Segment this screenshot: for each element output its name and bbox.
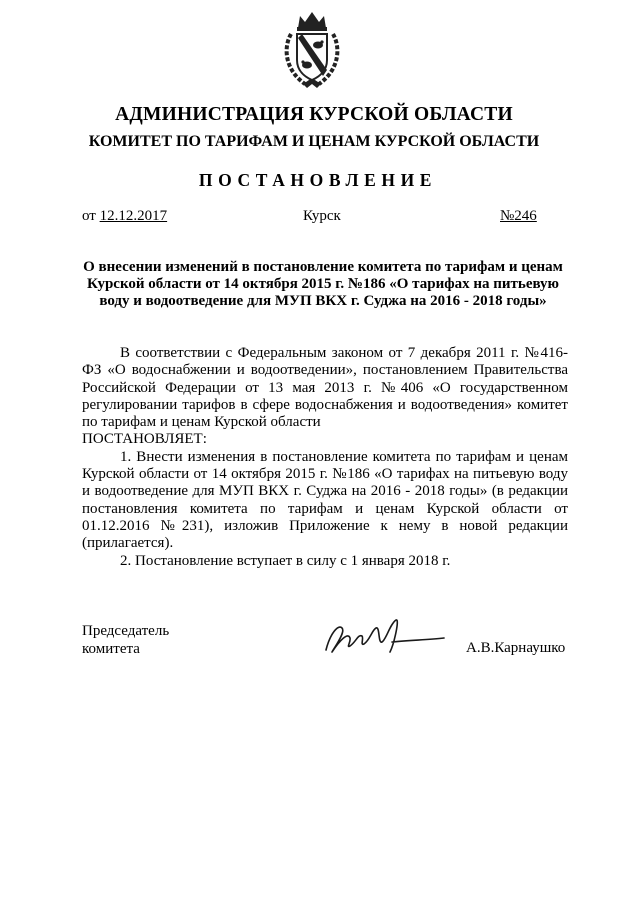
decree-item-2: 2. Постановление вступает в силу с 1 января 2018 г. bbox=[120, 552, 451, 569]
document-city: Курск bbox=[303, 208, 341, 224]
decree-item-1: 1. Внести изменения в постановление комитета по тарифам и ценам Курской области от 14 октября 2015 г. №186 «О тарифах на питьевую воду и водоотведение для МУП ВКХ г. Суджа на 2016 - 2018 годы» (в редакции постановления комитета по тарифам и ценам Курской области от 01.12.2016 №231), изложив Приложение к нему в новой редакции (прилагается). bbox=[82, 448, 568, 552]
document-type-title: ПОСТАНОВЛЕНИЕ bbox=[198, 170, 438, 190]
signatory-title bbox=[82, 622, 169, 658]
date-value: 12.12.2017 bbox=[99, 208, 168, 224]
signatory-name: А.В.Карнаушко bbox=[466, 640, 566, 656]
date-prefix: от bbox=[82, 208, 100, 224]
handwritten-signature bbox=[320, 614, 450, 660]
committee-title: КОМИТЕТ ПО ТАРИФАМ И ЦЕНАМ КУРСКОЙ ОБЛАСТИ bbox=[88, 133, 540, 150]
document-subject: О внесении изменений в постановление комитета по тарифам и ценам Курской области от 14 октября 2015 г. №186 «О тарифах на питьевую воду и водоотведение для МУП ВКХ г. Суджа на 2016 - 2018 годы» bbox=[83, 259, 563, 309]
signatory-title-line-2: комитета bbox=[82, 641, 140, 657]
signatory-title-line-1: Председатель bbox=[82, 623, 170, 639]
document-date bbox=[82, 208, 167, 225]
coat-of-arms-icon bbox=[281, 8, 343, 90]
decree-word: ПОСТАНОВЛЯЕТ: bbox=[82, 431, 207, 448]
preamble-paragraph: В соответствии с Федеральным законом от 7 декабря 2011 г. №416-ФЗ «О водоснабжении и водоотведении», постановлением Правительства Российской Федерации от 13 мая 2013 г. №406 «О государственном регулировании тарифов в сфере водоснабжения и водоотведения» комитет по тарифам и ценам Курской области bbox=[82, 345, 568, 431]
document-number: №246 bbox=[500, 208, 537, 224]
administration-title: АДМИНИСТРАЦИЯ КУРСКОЙ ОБЛАСТИ bbox=[115, 104, 513, 125]
document-body bbox=[82, 345, 568, 570]
